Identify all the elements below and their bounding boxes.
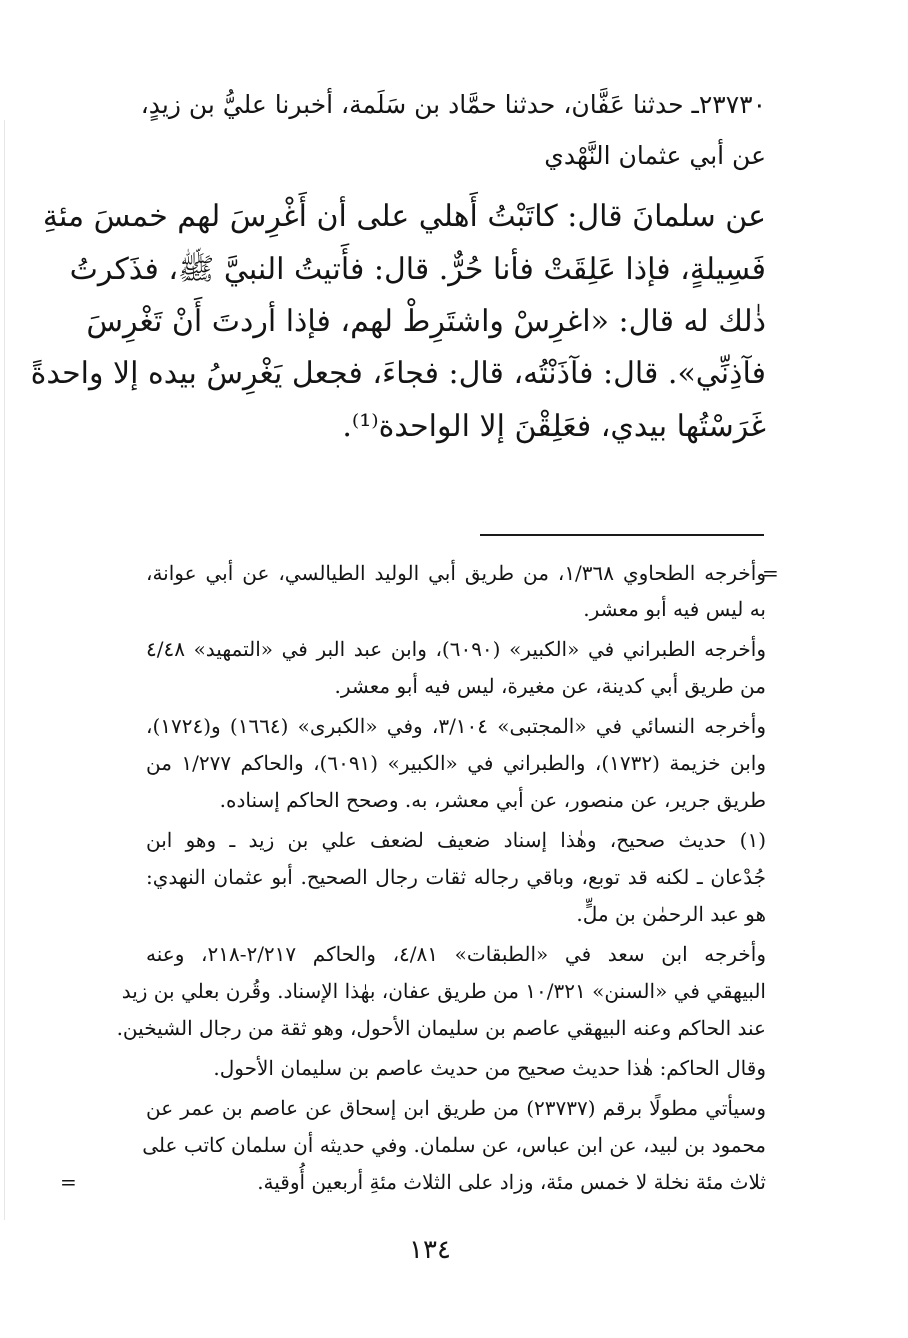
matn-line-5: غَرَسْتُها بيدي، فعَلِقْنَ إلا الواحدة⁽¹⁾. (342, 409, 766, 444)
footnote-line-13: عند الحاكم وعنه البيهقي عاصم بن سليمان الأحول، وهو ثقة من رجال الشيخين. (116, 1016, 766, 1040)
footnote-line-9: جُدْعان ـ لكنه قد توبع، وباقي رجاله ثقات رجال الصحيح. أبو عثمان النهدي: (146, 865, 766, 889)
continuation-mark-top: = (762, 561, 779, 585)
continuation-mark-bottom: = (60, 1170, 77, 1194)
footnote-line-7: طريق جرير، عن منصور، عن أبي معشر، به. وصحح الحاكم إسناده. (219, 788, 766, 812)
footnote-line-16: محمود بن لبيد، عن ابن عباس، عن سلمان. وفي حديثه أن سلمان كاتب على (142, 1133, 766, 1157)
matn-line-1: عن سلمانَ قال: كاتَبْتُ أَهلي على أن أَغْرِسَ لهم خمسَ مئةِ (42, 199, 766, 234)
footnote-line-12: البيهقي في «السنن» ١٠/٣٢١ من طريق عفان، بهٰذا الإسناد. وقُرن بعلي بن زيد (121, 979, 766, 1003)
scan-edge-shadow (4, 120, 5, 1220)
matn-line-2: فَسِيلةٍ، فإذا عَلِقَتْ فأنا حُرٌّ. قال: فأَتيتُ النبيَّ ﷺ، فذَكرتُ (69, 252, 766, 287)
footnote-line-10: هو عبد الرحمٰن بن ملٍّ. (576, 902, 766, 926)
footnote-line-15: وسيأتي مطولًا برقم (٢٣٧٣٧) من طريق ابن إسحاق عن عاصم بن عمر عن (146, 1096, 766, 1120)
matn-line-4: فآذِنِّي». قال: فآذَنْتُه، قال: فجاءَ، فجعل يَغْرِسُ بيده إلا واحدةً (30, 356, 766, 391)
isnad-line-1: ٢٣٧٣٠ـ حدثنا عَفَّان، حدثنا حمَّاد بن سَلَمة، أخبرنا عليُّ بن زيدٍ، (140, 90, 766, 119)
footnote-line-17: ثلاث مئة نخلة لا خمس مئة، وزاد على الثلاث مئةِ أربعين أُوقية. (257, 1170, 766, 1194)
footnote-line-4: من طريق أبي كدينة، عن مغيرة، ليس فيه أبو معشر. (334, 674, 766, 698)
footnote-line-5: وأخرجه النسائي في «المجتبى» ٣/١٠٤، وفي «الكبرى» (١٦٦٤) و(١٧٢٤)، (146, 714, 766, 738)
footnote-line-11: وأخرجه ابن سعد في «الطبقات» ٤/٨١، والحاكم ٢/٢١٧-٢١٨، وعنه (146, 942, 766, 966)
footnote-line-2: به ليس فيه أبو معشر. (583, 597, 766, 621)
footnote-line-14: وقال الحاكم: هٰذا حديث صحيح من حديث عاصم بن سليمان الأحول. (213, 1056, 766, 1080)
footnote-line-1: وأخرجه الطحاوي ١/٣٦٨، من طريق أبي الوليد الطيالسي، عن أبي عوانة، (146, 561, 766, 585)
footnote-line-3: وأخرجه الطبراني في «الكبير» (٦٠٩٠)، وابن عبد البر في «التمهيد» ٤/٤٨ (146, 637, 766, 661)
footnote-line-6: وابن خزيمة (١٧٣٢)، والطبراني في «الكبير» (٦٠٩١)، والحاكم ١/٢٧٧ من (146, 751, 766, 775)
isnad-line-2: عن أبي عثمان النَّهْدي (544, 141, 766, 170)
footnote-line-8: (١) حديث صحيح، وهٰذا إسناد ضعيف لضعف علي بن زيد ـ وهو ابن (146, 828, 766, 852)
page-number: ١٣٤ (409, 1235, 451, 1265)
footnote-separator (480, 534, 764, 536)
matn-line-3: ذٰلك له قال: «اغرِسْ واشتَرِطْ لهم، فإذا أردتَ أَنْ تَغْرِسَ (86, 304, 766, 339)
